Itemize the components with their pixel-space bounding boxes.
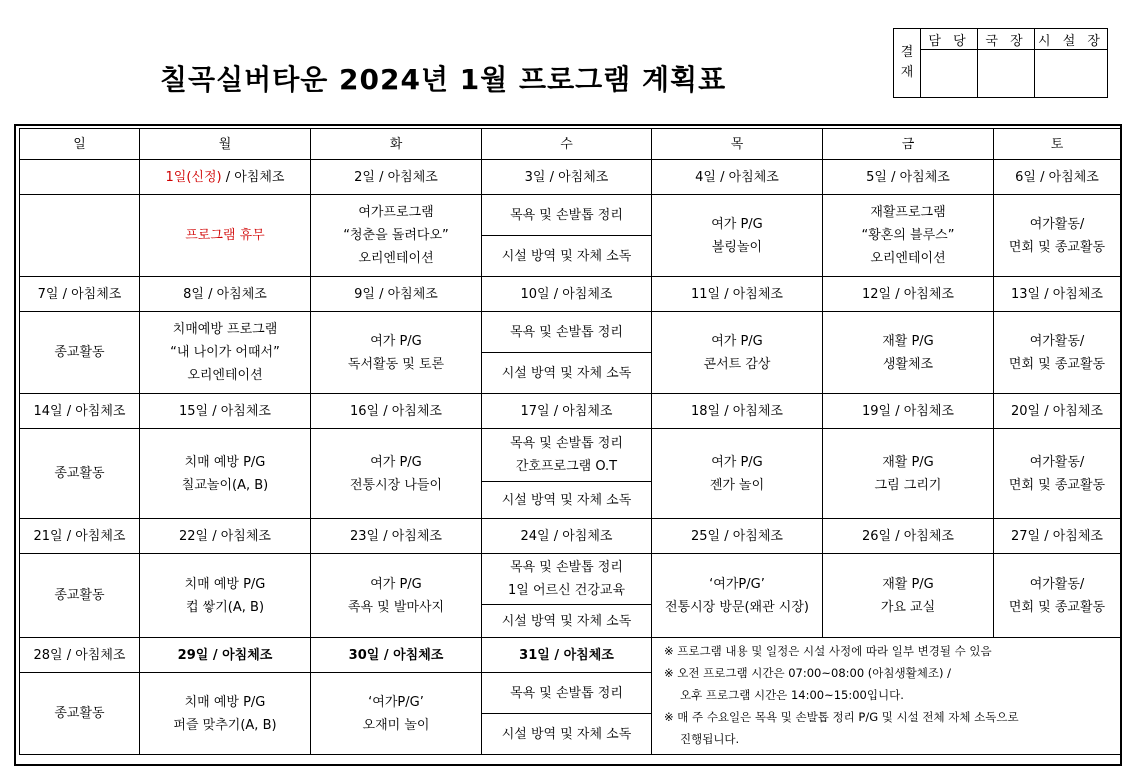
- program-cell: 목욕 및 손발톱 정리: [482, 312, 652, 353]
- date-cell: 6일 / 아침체조: [994, 160, 1121, 195]
- date-cell: 18일 / 아침체조: [652, 394, 823, 429]
- date-cell: 11일 / 아침체조: [652, 277, 823, 312]
- date-cell: [140, 160, 311, 195]
- date-cell: 24일 / 아침체조: [482, 519, 652, 554]
- program-cell: 종교활동: [20, 554, 140, 638]
- program-line: 여가 P/G: [370, 333, 422, 349]
- program-cell: [652, 429, 823, 519]
- approval-box: [893, 28, 1108, 98]
- approval-col-manager: 담 당: [921, 29, 978, 50]
- date-cell: 2일 / 아침체조: [311, 160, 482, 195]
- program-line: 재활 P/G: [882, 454, 934, 470]
- program-cell: [311, 673, 482, 755]
- program-line: 여가활동/: [1029, 216, 1085, 232]
- week5-dates: [20, 638, 1121, 673]
- date-cell: 25일 / 아침체조: [652, 519, 823, 554]
- approval-label-top: 결: [900, 45, 914, 60]
- program-line: “내 나이가 어때서”: [170, 345, 280, 360]
- program-cell: [140, 312, 311, 394]
- week2-programs: [20, 312, 1121, 353]
- approval-label-bottom: 재: [900, 65, 914, 80]
- date-cell: 26일 / 아침체조: [823, 519, 994, 554]
- week3-programs: [20, 429, 1121, 482]
- program-line: 오리엔테이션: [187, 368, 263, 383]
- program-line: 오재미 놀이: [362, 717, 430, 733]
- date-cell: 9일 / 아침체조: [311, 277, 482, 312]
- weekday-sun: 일: [20, 129, 140, 160]
- program-line: ‘여가P/G’: [709, 576, 765, 592]
- program-line: 재활 P/G: [882, 576, 934, 592]
- program-cell: [994, 429, 1121, 519]
- program-line: 여가활동/: [1029, 454, 1085, 470]
- date-cell: 20일 / 아침체조: [994, 394, 1121, 429]
- program-cell: [823, 429, 994, 519]
- approval-label: [894, 29, 921, 98]
- date-cell: 30일 / 아침체조: [311, 638, 482, 673]
- program-cell: 시설 방역 및 자체 소독: [482, 605, 652, 638]
- program-cell: [311, 312, 482, 394]
- date-cell: 23일 / 아침체조: [311, 519, 482, 554]
- program-cell: [652, 554, 823, 638]
- program-line: 여가 P/G: [711, 216, 763, 232]
- program-line: 퍼즐 맞추기(A, B): [173, 717, 277, 733]
- notes-box: [652, 638, 1121, 755]
- date-cell: 4일 / 아침체조: [652, 160, 823, 195]
- program-line: 면회 및 종교활동: [1008, 477, 1106, 493]
- program-cell: 종교활동: [20, 429, 140, 519]
- program-cell: [823, 312, 994, 394]
- program-line: “황혼의 블루스”: [861, 228, 955, 243]
- page-title: 칠곡실버타운 2024년 1월 프로그램 계획표: [160, 63, 727, 96]
- approval-col-director: 국 장: [978, 29, 1035, 50]
- week4-programs: [20, 554, 1121, 605]
- program-cell: [140, 554, 311, 638]
- program-cell: 종교활동: [20, 673, 140, 755]
- date-cell: 17일 / 아침체조: [482, 394, 652, 429]
- weekday-wed: 수: [482, 129, 652, 160]
- program-line: 전통시장 나들이: [349, 477, 443, 493]
- program-cell: 시설 방역 및 자체 소독: [482, 236, 652, 277]
- program-line: 생활체조: [882, 356, 934, 372]
- program-cell: 목욕 및 손발톱 정리: [482, 195, 652, 236]
- program-line: 1일 어르신 건강교육: [508, 583, 625, 598]
- program-cell: 시설 방역 및 자체 소독: [482, 482, 652, 519]
- program-cell: [311, 429, 482, 519]
- program-line: 재활프로그램: [870, 205, 946, 220]
- program-line: 목욕 및 손발톱 정리: [510, 436, 623, 451]
- week1-programs: [20, 195, 1121, 236]
- sign-box-manager: [921, 50, 978, 98]
- program-cell-empty: [20, 195, 140, 277]
- program-cell: 시설 방역 및 자체 소독: [482, 714, 652, 755]
- program-cell: [652, 312, 823, 394]
- program-line: 칠교놀이(A, B): [181, 477, 269, 493]
- program-line: 간호프로그램 O.T: [515, 459, 618, 474]
- program-line: 면회 및 종교활동: [1008, 599, 1106, 615]
- program-cell: 목욕 및 손발톱 정리: [482, 673, 652, 714]
- program-line: 여가프로그램: [358, 205, 434, 220]
- program-line: 재활 P/G: [882, 333, 934, 349]
- date-cell: 29일 / 아침체조: [140, 638, 311, 673]
- week4-dates: [20, 519, 1121, 554]
- program-line: 오리엔테이션: [870, 251, 946, 266]
- date-cell: 10일 / 아침체조: [482, 277, 652, 312]
- date-cell: 7일 / 아침체조: [20, 277, 140, 312]
- program-cell: 종교활동: [20, 312, 140, 394]
- weekday-thu: 목: [652, 129, 823, 160]
- date-cell: 14일 / 아침체조: [20, 394, 140, 429]
- sign-box-director: [978, 50, 1035, 98]
- program-line: 면회 및 종교활동: [1008, 356, 1106, 372]
- note-line: ※ 프로그램 내용 및 일정은 시설 사정에 따라 일부 변경될 수 있음: [664, 644, 992, 658]
- date-cell-empty: [20, 160, 140, 195]
- weekday-header: [20, 129, 1121, 160]
- program-cell: [994, 554, 1121, 638]
- program-line: 오리엔테이션: [358, 251, 434, 266]
- date-cell: 16일 / 아침체조: [311, 394, 482, 429]
- note-line: ※ 매 주 수요일은 목욕 및 손발톱 정리 P/G 및 시설 전체 자체 소독으로: [664, 710, 1019, 724]
- program-line: 치매 예방 P/G: [184, 694, 266, 710]
- program-line: 목욕 및 손발톱 정리: [510, 560, 623, 575]
- date-cell: 12일 / 아침체조: [823, 277, 994, 312]
- date-cell: 8일 / 아침체조: [140, 277, 311, 312]
- program-line: 여가 P/G: [711, 454, 763, 470]
- program-line: 젠가 놀이: [709, 477, 765, 493]
- date-cell: 27일 / 아침체조: [994, 519, 1121, 554]
- week2-dates: [20, 277, 1121, 312]
- note-line: 진행됩니다.: [680, 732, 740, 746]
- program-cell: [311, 554, 482, 638]
- program-line: ‘여가P/G’: [368, 694, 424, 710]
- weekday-fri: 금: [823, 129, 994, 160]
- date-cell: 28일 / 아침체조: [20, 638, 140, 673]
- program-cell: [140, 429, 311, 519]
- date-cell: 3일 / 아침체조: [482, 160, 652, 195]
- date-cell: 5일 / 아침체조: [823, 160, 994, 195]
- program-line: 독서활동 및 토론: [347, 356, 445, 372]
- program-cell: [140, 673, 311, 755]
- program-line: “청춘을 돌려다오”: [343, 228, 449, 243]
- program-line: 치매예방 프로그램: [172, 322, 278, 337]
- program-line: 콘서트 감상: [703, 356, 771, 372]
- program-line: 여가 P/G: [711, 333, 763, 349]
- program-cell: [652, 195, 823, 277]
- program-cell: [482, 554, 652, 605]
- program-line: 그림 그리기: [874, 477, 942, 493]
- holiday-date: 1일(신정): [165, 169, 222, 185]
- program-line: 족욕 및 발마사지: [347, 599, 445, 615]
- week1-dates: [20, 160, 1121, 195]
- note-line: 오후 프로그램 시간은 14:00~15:00입니다.: [680, 688, 904, 702]
- weekday-tue: 화: [311, 129, 482, 160]
- program-cell: 시설 방역 및 자체 소독: [482, 353, 652, 394]
- program-line: 여가 P/G: [370, 454, 422, 470]
- program-line: 전통시장 방문(왜관 시장): [665, 599, 809, 615]
- week3-dates: [20, 394, 1121, 429]
- date-cell: 22일 / 아침체조: [140, 519, 311, 554]
- program-line: 여가 P/G: [370, 576, 422, 592]
- program-cell: [994, 195, 1121, 277]
- program-line: 볼링놀이: [711, 239, 763, 255]
- program-line: 치매 예방 P/G: [184, 454, 266, 470]
- date-cell: 15일 / 아침체조: [140, 394, 311, 429]
- program-line: 여가활동/: [1029, 576, 1085, 592]
- program-cell: [311, 195, 482, 277]
- date-cell: 31일 / 아침체조: [482, 638, 652, 673]
- date-cell: 21일 / 아침체조: [20, 519, 140, 554]
- program-line: 치매 예방 P/G: [184, 576, 266, 592]
- approval-col-head: 시 설 장: [1035, 29, 1108, 50]
- program-line: 면회 및 종교활동: [1008, 239, 1106, 255]
- program-cell: [823, 554, 994, 638]
- weekday-mon: 월: [140, 129, 311, 160]
- program-cell: [823, 195, 994, 277]
- program-cell: 프로그램 휴무: [140, 195, 311, 277]
- date-cell: 13일 / 아침체조: [994, 277, 1121, 312]
- program-calendar: [19, 128, 1121, 755]
- date-cell: 19일 / 아침체조: [823, 394, 994, 429]
- weekday-sat: 토: [994, 129, 1121, 160]
- note-line: ※ 오전 프로그램 시간은 07:00~08:00 (아침생활체조) /: [664, 666, 951, 680]
- sign-box-head: [1035, 50, 1108, 98]
- date-rest: / 아침체조: [221, 169, 285, 185]
- program-cell: [482, 429, 652, 482]
- program-line: 컵 쌓기(A, B): [185, 599, 265, 615]
- program-line: 가요 교실: [880, 599, 936, 615]
- program-line: 여가활동/: [1029, 333, 1085, 349]
- program-cell: [994, 312, 1121, 394]
